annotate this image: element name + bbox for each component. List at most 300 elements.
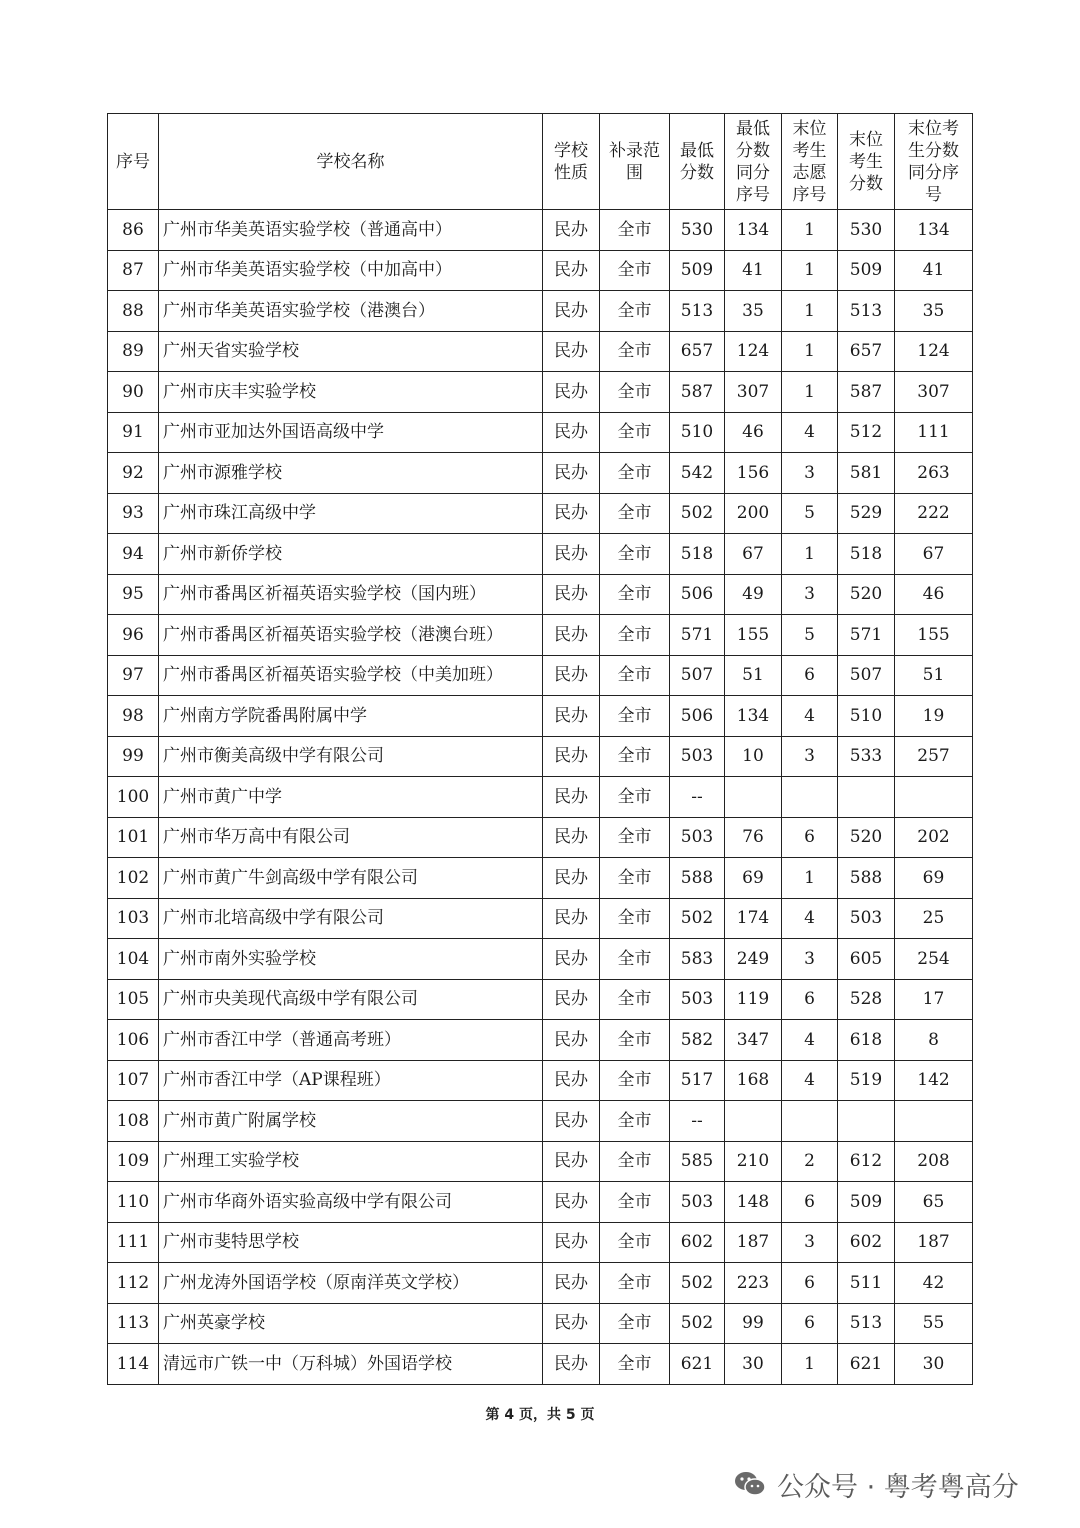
cell-last-score: 510 xyxy=(838,696,895,737)
cell-index: 100 xyxy=(108,777,159,818)
cell-min-score-rank: 51 xyxy=(725,655,782,696)
table-row xyxy=(108,1141,973,1182)
cell-school-type: 民办 xyxy=(543,939,600,980)
cell-last-score-rank: 69 xyxy=(895,858,973,899)
cell-scope: 全市 xyxy=(600,210,670,251)
table-row xyxy=(108,1101,973,1142)
cell-school-name: 广州龙涛外国语学校（原南洋英文学校） xyxy=(159,1263,543,1304)
cell-school-name: 广州市番禺区祈福英语实验学校（港澳台班） xyxy=(159,615,543,656)
cell-scope: 全市 xyxy=(600,331,670,372)
cell-last-score: 513 xyxy=(838,1303,895,1344)
cell-school-name: 广州市香江中学（AP课程班） xyxy=(159,1060,543,1101)
cell-last-score: 587 xyxy=(838,372,895,413)
cell-scope: 全市 xyxy=(600,250,670,291)
header-last-score-rank: 末位考生分数同分序号 xyxy=(895,114,973,210)
cell-scope: 全市 xyxy=(600,1101,670,1142)
cell-scope: 全市 xyxy=(600,1060,670,1101)
cell-scope: 全市 xyxy=(600,939,670,980)
cell-scope: 全市 xyxy=(600,493,670,534)
cell-min-score-rank: 200 xyxy=(725,493,782,534)
cell-last-score-rank: 202 xyxy=(895,817,973,858)
cell-min-score-rank: 35 xyxy=(725,291,782,332)
cell-min-score: 530 xyxy=(670,210,725,251)
cell-last-score-rank: 8 xyxy=(895,1020,973,1061)
table-row xyxy=(108,1344,973,1385)
cell-school-name: 广州理工实验学校 xyxy=(159,1141,543,1182)
cell-min-score: 542 xyxy=(670,453,725,494)
cell-index: 99 xyxy=(108,736,159,777)
table-row xyxy=(108,250,973,291)
cell-last-choice-no xyxy=(782,1101,838,1142)
cell-min-score: 657 xyxy=(670,331,725,372)
cell-min-score: 571 xyxy=(670,615,725,656)
cell-last-score-rank: 134 xyxy=(895,210,973,251)
cell-school-name: 广州英豪学校 xyxy=(159,1303,543,1344)
cell-scope: 全市 xyxy=(600,372,670,413)
cell-index: 105 xyxy=(108,979,159,1020)
cell-last-score: 503 xyxy=(838,898,895,939)
cell-min-score-rank: 210 xyxy=(725,1141,782,1182)
cell-last-score-rank xyxy=(895,777,973,818)
cell-index: 91 xyxy=(108,412,159,453)
table-row xyxy=(108,777,973,818)
cell-school-name: 广州市华美英语实验学校（普通高中） xyxy=(159,210,543,251)
cell-min-score-rank: 69 xyxy=(725,858,782,899)
cell-last-choice-no: 6 xyxy=(782,655,838,696)
cell-last-score-rank: 111 xyxy=(895,412,973,453)
cell-scope: 全市 xyxy=(600,1020,670,1061)
cell-index: 89 xyxy=(108,331,159,372)
cell-index: 114 xyxy=(108,1344,159,1385)
cell-last-score-rank: 142 xyxy=(895,1060,973,1101)
page-number: 第 4 页，共 5 页 xyxy=(485,1407,595,1423)
cell-min-score-rank: 187 xyxy=(725,1222,782,1263)
cell-scope: 全市 xyxy=(600,979,670,1020)
table-row xyxy=(108,979,973,1020)
cell-school-type: 民办 xyxy=(543,615,600,656)
cell-min-score-rank: 156 xyxy=(725,453,782,494)
cell-school-name: 广州市新侨学校 xyxy=(159,534,543,575)
header-school-type: 学校性质 xyxy=(543,114,600,210)
cell-last-score-rank: 19 xyxy=(895,696,973,737)
cell-school-type: 民办 xyxy=(543,1263,600,1304)
cell-index: 92 xyxy=(108,453,159,494)
table-row xyxy=(108,412,973,453)
table-row xyxy=(108,1222,973,1263)
cell-last-score: 571 xyxy=(838,615,895,656)
cell-min-score: 513 xyxy=(670,291,725,332)
cell-school-type: 民办 xyxy=(543,534,600,575)
cell-last-choice-no: 1 xyxy=(782,210,838,251)
cell-school-name: 广州市源雅学校 xyxy=(159,453,543,494)
cell-scope: 全市 xyxy=(600,615,670,656)
cell-min-score: 583 xyxy=(670,939,725,980)
cell-last-choice-no: 3 xyxy=(782,736,838,777)
cell-min-score: 518 xyxy=(670,534,725,575)
cell-last-score-rank: 187 xyxy=(895,1222,973,1263)
cell-last-score xyxy=(838,1101,895,1142)
cell-scope: 全市 xyxy=(600,1141,670,1182)
cell-last-choice-no: 6 xyxy=(782,979,838,1020)
cell-scope: 全市 xyxy=(600,1303,670,1344)
cell-min-score: 588 xyxy=(670,858,725,899)
cell-school-type: 民办 xyxy=(543,291,600,332)
cell-last-choice-no: 3 xyxy=(782,574,838,615)
table-row xyxy=(108,939,973,980)
table-row xyxy=(108,574,973,615)
cell-school-name: 广州市华美英语实验学校（中加高中） xyxy=(159,250,543,291)
cell-last-choice-no: 1 xyxy=(782,858,838,899)
cell-school-name: 广州市南外实验学校 xyxy=(159,939,543,980)
cell-index: 108 xyxy=(108,1101,159,1142)
cell-last-score: 512 xyxy=(838,412,895,453)
cell-min-score-rank: 148 xyxy=(725,1182,782,1223)
cell-last-score-rank: 155 xyxy=(895,615,973,656)
cell-last-score: 533 xyxy=(838,736,895,777)
cell-school-type: 民办 xyxy=(543,898,600,939)
cell-school-name: 广州市黄广中学 xyxy=(159,777,543,818)
cell-last-score: 657 xyxy=(838,331,895,372)
cell-school-name: 广州市华万高中有限公司 xyxy=(159,817,543,858)
cell-school-type: 民办 xyxy=(543,777,600,818)
cell-last-score-rank: 35 xyxy=(895,291,973,332)
header-scope: 补录范围 xyxy=(600,114,670,210)
cell-school-type: 民办 xyxy=(543,372,600,413)
cell-min-score-rank: 124 xyxy=(725,331,782,372)
cell-last-score: 520 xyxy=(838,574,895,615)
cell-school-name: 广州市番禺区祈福英语实验学校（国内班） xyxy=(159,574,543,615)
cell-min-score: 502 xyxy=(670,898,725,939)
cell-min-score: 510 xyxy=(670,412,725,453)
cell-min-score: 582 xyxy=(670,1020,725,1061)
cell-school-type: 民办 xyxy=(543,696,600,737)
cell-scope: 全市 xyxy=(600,817,670,858)
cell-school-type: 民办 xyxy=(543,858,600,899)
cell-index: 102 xyxy=(108,858,159,899)
cell-index: 98 xyxy=(108,696,159,737)
cell-min-score: 587 xyxy=(670,372,725,413)
cell-last-choice-no: 1 xyxy=(782,534,838,575)
cell-school-name: 广州市华商外语实验高级中学有限公司 xyxy=(159,1182,543,1223)
cell-last-score: 513 xyxy=(838,291,895,332)
cell-last-score: 511 xyxy=(838,1263,895,1304)
cell-last-score-rank: 42 xyxy=(895,1263,973,1304)
cell-school-type: 民办 xyxy=(543,736,600,777)
cell-last-choice-no: 4 xyxy=(782,412,838,453)
header-last-score: 末位考生分数 xyxy=(838,114,895,210)
cell-school-name: 广州市黄广牛剑高级中学有限公司 xyxy=(159,858,543,899)
cell-last-score-rank: 67 xyxy=(895,534,973,575)
cell-min-score-rank: 46 xyxy=(725,412,782,453)
cell-school-name: 广州南方学院番禺附属中学 xyxy=(159,696,543,737)
table-row xyxy=(108,372,973,413)
cell-min-score-rank xyxy=(725,777,782,818)
cell-school-name: 广州市庆丰实验学校 xyxy=(159,372,543,413)
cell-school-name: 广州市斐特思学校 xyxy=(159,1222,543,1263)
cell-last-score-rank: 55 xyxy=(895,1303,973,1344)
cell-school-name: 广州市衡美高级中学有限公司 xyxy=(159,736,543,777)
table-row xyxy=(108,817,973,858)
cell-last-choice-no: 4 xyxy=(782,1020,838,1061)
cell-min-score-rank xyxy=(725,1101,782,1142)
cell-school-name: 广州市北培高级中学有限公司 xyxy=(159,898,543,939)
cell-last-score-rank xyxy=(895,1101,973,1142)
cell-index: 95 xyxy=(108,574,159,615)
table-row xyxy=(108,493,973,534)
cell-min-score: 502 xyxy=(670,1263,725,1304)
cell-last-score-rank: 263 xyxy=(895,453,973,494)
table-row xyxy=(108,655,973,696)
cell-min-score-rank: 223 xyxy=(725,1263,782,1304)
cell-index: 112 xyxy=(108,1263,159,1304)
cell-min-score: 602 xyxy=(670,1222,725,1263)
cell-school-type: 民办 xyxy=(543,1222,600,1263)
header-school-name: 学校名称 xyxy=(159,114,543,210)
cell-scope: 全市 xyxy=(600,1263,670,1304)
cell-min-score-rank: 249 xyxy=(725,939,782,980)
cell-last-score-rank: 254 xyxy=(895,939,973,980)
cell-scope: 全市 xyxy=(600,1222,670,1263)
cell-min-score-rank: 174 xyxy=(725,898,782,939)
cell-school-type: 民办 xyxy=(543,1344,600,1385)
cell-min-score: 503 xyxy=(670,1182,725,1223)
cell-min-score-rank: 119 xyxy=(725,979,782,1020)
cell-min-score: -- xyxy=(670,777,725,818)
cell-min-score-rank: 347 xyxy=(725,1020,782,1061)
cell-min-score: 502 xyxy=(670,493,725,534)
cell-last-score: 581 xyxy=(838,453,895,494)
cell-last-score: 530 xyxy=(838,210,895,251)
cell-index: 109 xyxy=(108,1141,159,1182)
table-row xyxy=(108,1263,973,1304)
table-row xyxy=(108,331,973,372)
cell-index: 101 xyxy=(108,817,159,858)
cell-last-choice-no: 4 xyxy=(782,898,838,939)
cell-school-type: 民办 xyxy=(543,331,600,372)
cell-scope: 全市 xyxy=(600,291,670,332)
cell-school-name: 广州市番禺区祈福英语实验学校（中美加班） xyxy=(159,655,543,696)
cell-scope: 全市 xyxy=(600,736,670,777)
cell-last-score: 520 xyxy=(838,817,895,858)
table-body xyxy=(108,210,973,1385)
cell-scope: 全市 xyxy=(600,574,670,615)
cell-min-score: 503 xyxy=(670,817,725,858)
header-last-choice-no: 末位考生志愿序号 xyxy=(782,114,838,210)
cell-min-score-rank: 155 xyxy=(725,615,782,656)
cell-index: 103 xyxy=(108,898,159,939)
cell-index: 111 xyxy=(108,1222,159,1263)
cell-scope: 全市 xyxy=(600,898,670,939)
cell-index: 88 xyxy=(108,291,159,332)
cell-school-name: 广州天省实验学校 xyxy=(159,331,543,372)
cell-last-choice-no: 1 xyxy=(782,331,838,372)
cell-min-score: 503 xyxy=(670,736,725,777)
admission-table xyxy=(107,113,973,1385)
cell-last-score: 529 xyxy=(838,493,895,534)
cell-last-choice-no: 1 xyxy=(782,372,838,413)
cell-school-type: 民办 xyxy=(543,1141,600,1182)
cell-last-choice-no: 5 xyxy=(782,615,838,656)
table-row xyxy=(108,1060,973,1101)
cell-last-score: 621 xyxy=(838,1344,895,1385)
cell-school-type: 民办 xyxy=(543,1060,600,1101)
cell-last-score-rank: 51 xyxy=(895,655,973,696)
cell-last-score-rank: 46 xyxy=(895,574,973,615)
cell-min-score: -- xyxy=(670,1101,725,1142)
cell-school-type: 民办 xyxy=(543,1101,600,1142)
cell-scope: 全市 xyxy=(600,1344,670,1385)
cell-last-choice-no: 1 xyxy=(782,250,838,291)
cell-last-score: 509 xyxy=(838,250,895,291)
cell-last-score xyxy=(838,777,895,818)
cell-school-type: 民办 xyxy=(543,817,600,858)
cell-index: 113 xyxy=(108,1303,159,1344)
cell-scope: 全市 xyxy=(600,412,670,453)
cell-last-choice-no: 3 xyxy=(782,1222,838,1263)
table-row xyxy=(108,1303,973,1344)
cell-last-score-rank: 257 xyxy=(895,736,973,777)
table-row xyxy=(108,1020,973,1061)
cell-school-type: 民办 xyxy=(543,574,600,615)
cell-index: 110 xyxy=(108,1182,159,1223)
cell-school-type: 民办 xyxy=(543,1020,600,1061)
cell-last-choice-no: 1 xyxy=(782,1344,838,1385)
cell-index: 86 xyxy=(108,210,159,251)
cell-last-score-rank: 222 xyxy=(895,493,973,534)
cell-last-score: 612 xyxy=(838,1141,895,1182)
cell-scope: 全市 xyxy=(600,777,670,818)
cell-last-score-rank: 17 xyxy=(895,979,973,1020)
cell-scope: 全市 xyxy=(600,453,670,494)
cell-min-score: 509 xyxy=(670,250,725,291)
cell-school-name: 广州市央美现代高级中学有限公司 xyxy=(159,979,543,1020)
cell-min-score: 585 xyxy=(670,1141,725,1182)
cell-last-choice-no: 6 xyxy=(782,1263,838,1304)
cell-index: 90 xyxy=(108,372,159,413)
table-row xyxy=(108,534,973,575)
cell-min-score: 506 xyxy=(670,696,725,737)
cell-min-score-rank: 67 xyxy=(725,534,782,575)
cell-school-type: 民办 xyxy=(543,453,600,494)
header-min-score-rank: 最低分数同分序号 xyxy=(725,114,782,210)
cell-index: 106 xyxy=(108,1020,159,1061)
cell-index: 93 xyxy=(108,493,159,534)
cell-last-choice-no: 6 xyxy=(782,1303,838,1344)
cell-last-score-rank: 30 xyxy=(895,1344,973,1385)
cell-last-choice-no: 4 xyxy=(782,696,838,737)
cell-school-type: 民办 xyxy=(543,1182,600,1223)
cell-last-choice-no: 6 xyxy=(782,817,838,858)
table-row xyxy=(108,453,973,494)
table-header-row xyxy=(108,114,973,210)
cell-last-score: 588 xyxy=(838,858,895,899)
cell-index: 94 xyxy=(108,534,159,575)
cell-min-score-rank: 99 xyxy=(725,1303,782,1344)
cell-school-name: 广州市华美英语实验学校（港澳台） xyxy=(159,291,543,332)
cell-min-score: 517 xyxy=(670,1060,725,1101)
cell-last-score: 518 xyxy=(838,534,895,575)
cell-school-name: 清远市广铁一中（万科城）外国语学校 xyxy=(159,1344,543,1385)
cell-last-score-rank: 307 xyxy=(895,372,973,413)
cell-school-type: 民办 xyxy=(543,210,600,251)
cell-index: 104 xyxy=(108,939,159,980)
cell-last-score: 519 xyxy=(838,1060,895,1101)
table-row xyxy=(108,291,973,332)
cell-school-type: 民办 xyxy=(543,979,600,1020)
table-row xyxy=(108,696,973,737)
cell-last-score: 509 xyxy=(838,1182,895,1223)
cell-scope: 全市 xyxy=(600,858,670,899)
cell-last-score: 605 xyxy=(838,939,895,980)
cell-index: 96 xyxy=(108,615,159,656)
cell-scope: 全市 xyxy=(600,696,670,737)
cell-last-score-rank: 124 xyxy=(895,331,973,372)
cell-last-choice-no: 6 xyxy=(782,1182,838,1223)
cell-min-score-rank: 41 xyxy=(725,250,782,291)
cell-last-choice-no xyxy=(782,777,838,818)
cell-last-score: 602 xyxy=(838,1222,895,1263)
cell-scope: 全市 xyxy=(600,655,670,696)
cell-index: 97 xyxy=(108,655,159,696)
cell-last-score-rank: 208 xyxy=(895,1141,973,1182)
cell-min-score: 503 xyxy=(670,979,725,1020)
watermark xyxy=(733,1462,1019,1506)
cell-min-score-rank: 49 xyxy=(725,574,782,615)
cell-last-score-rank: 65 xyxy=(895,1182,973,1223)
table-row xyxy=(108,1182,973,1223)
cell-min-score: 507 xyxy=(670,655,725,696)
cell-min-score-rank: 134 xyxy=(725,210,782,251)
cell-school-type: 民办 xyxy=(543,493,600,534)
cell-school-type: 民办 xyxy=(543,1303,600,1344)
cell-last-choice-no: 5 xyxy=(782,493,838,534)
cell-last-score: 528 xyxy=(838,979,895,1020)
cell-min-score: 502 xyxy=(670,1303,725,1344)
cell-min-score: 621 xyxy=(670,1344,725,1385)
table-row xyxy=(108,736,973,777)
cell-index: 87 xyxy=(108,250,159,291)
cell-school-type: 民办 xyxy=(543,250,600,291)
cell-min-score-rank: 134 xyxy=(725,696,782,737)
cell-min-score-rank: 168 xyxy=(725,1060,782,1101)
cell-school-type: 民办 xyxy=(543,412,600,453)
cell-last-choice-no: 2 xyxy=(782,1141,838,1182)
cell-last-choice-no: 4 xyxy=(782,1060,838,1101)
cell-last-score: 507 xyxy=(838,655,895,696)
table-row xyxy=(108,858,973,899)
cell-scope: 全市 xyxy=(600,1182,670,1223)
cell-min-score-rank: 10 xyxy=(725,736,782,777)
cell-school-name: 广州市亚加达外国语高级中学 xyxy=(159,412,543,453)
table-row xyxy=(108,210,973,251)
cell-last-score-rank: 41 xyxy=(895,250,973,291)
watermark-text: 公众号 · 粤考粤高分 xyxy=(777,1471,1019,1503)
cell-school-name: 广州市黄广附属学校 xyxy=(159,1101,543,1142)
table-row xyxy=(108,898,973,939)
cell-school-type: 民办 xyxy=(543,655,600,696)
header-min-score: 最低分数 xyxy=(670,114,725,210)
cell-last-choice-no: 1 xyxy=(782,291,838,332)
wechat-icon xyxy=(733,1467,767,1501)
cell-school-name: 广州市珠江高级中学 xyxy=(159,493,543,534)
cell-index: 107 xyxy=(108,1060,159,1101)
cell-last-score: 618 xyxy=(838,1020,895,1061)
cell-last-choice-no: 3 xyxy=(782,939,838,980)
cell-last-choice-no: 3 xyxy=(782,453,838,494)
cell-min-score: 506 xyxy=(670,574,725,615)
cell-min-score-rank: 307 xyxy=(725,372,782,413)
cell-scope: 全市 xyxy=(600,534,670,575)
